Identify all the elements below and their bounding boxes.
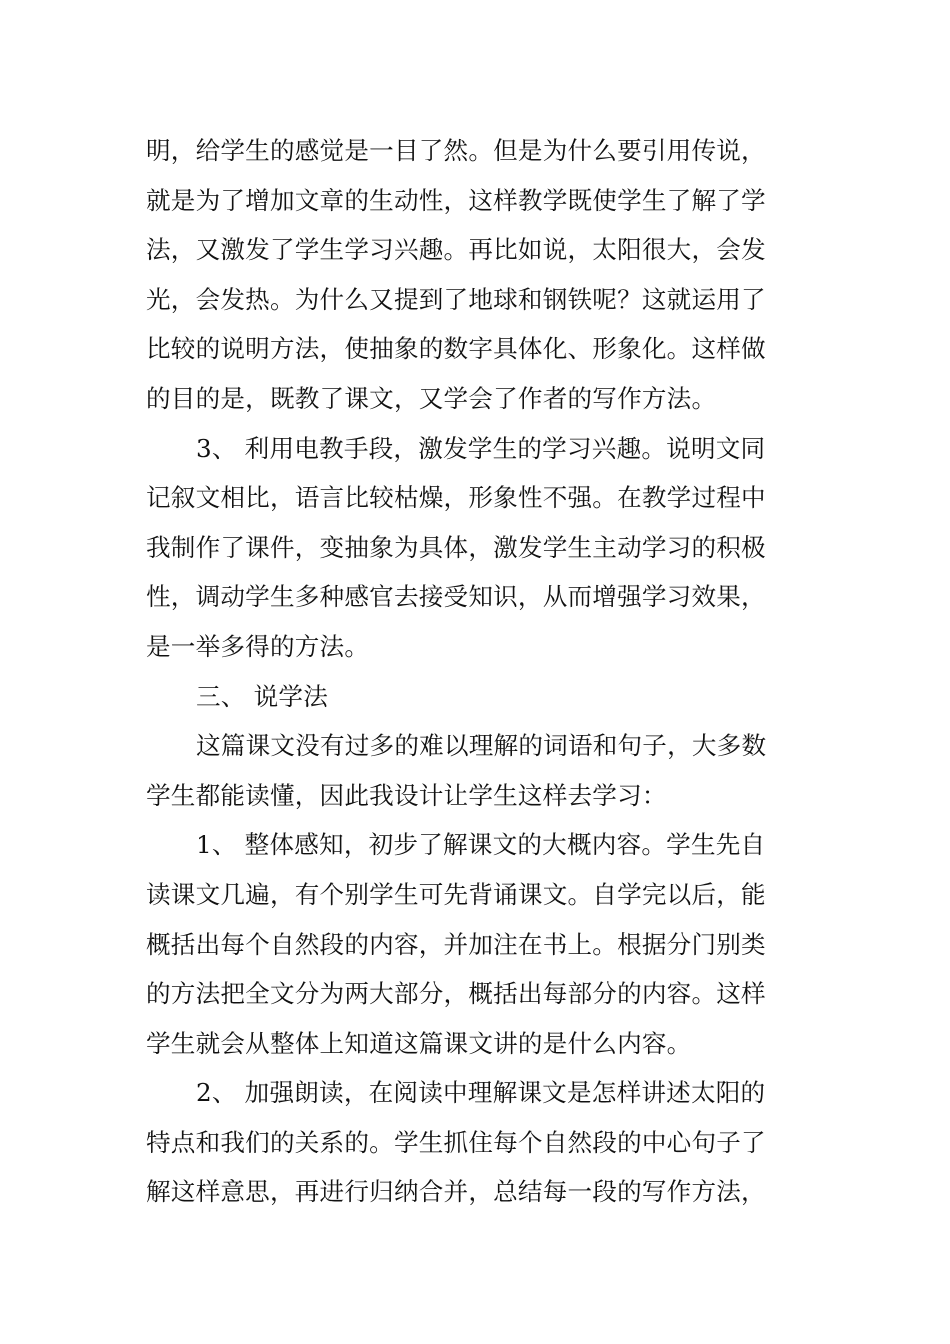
text-line: 学生就会从整体上知道这篇课文讲的是什么内容。	[146, 1028, 692, 1058]
text-line: 比较的说明方法，使抽象的数字具体化、形象化。这样做	[146, 334, 766, 364]
text-line: 光，会发热。为什么又提到了地球和钢铁呢？这就运用了	[146, 284, 766, 314]
text-line: 的方法把全文分为两大部分，概括出每部分的内容。这样	[146, 979, 766, 1009]
text-line: 读课文几遍，有个别学生可先背诵课文。自学完以后，能	[146, 879, 766, 909]
text-line: 概括出每个自然段的内容，并加注在书上。根据分门别类	[146, 929, 766, 959]
text-line: 1、 整体感知，初步了解课文的大概内容。学生先自	[196, 830, 766, 860]
text-line: 这篇课文没有过多的难以理解的词语和句子，大多数	[196, 731, 767, 761]
text-line: 我制作了课件，变抽象为具体，激发学生主动学习的积极	[146, 532, 766, 562]
text-line: 性，调动学生多种感官去接受知识，从而增强学习效果，	[146, 582, 766, 612]
text-line: 特点和我们的关系的。学生抓住每个自然段的中心句子了	[146, 1127, 766, 1157]
text-line: 3、 利用电教手段，激发学生的学习兴趣。说明文同	[196, 433, 766, 463]
text-line: 2、 加强朗读，在阅读中理解课文是怎样讲述太阳的	[196, 1078, 766, 1108]
text-line: 记叙文相比，语言比较枯燥，形象性不强。在教学过程中	[146, 483, 766, 513]
text-line: 解这样意思，再进行归纳合并，总结每一段的写作方法，	[146, 1177, 766, 1207]
text-line: 的目的是，既教了课文，又学会了作者的写作方法。	[146, 383, 717, 413]
text-line: 就是为了增加文章的生动性，这样教学既使学生了解了学	[146, 185, 766, 215]
text-line: 三、 说学法	[196, 681, 328, 711]
text-line: 是一举多得的方法。	[146, 631, 370, 661]
text-line: 学生都能读懂，因此我设计让学生这样去学习：	[146, 780, 667, 810]
text-line: 明，给学生的感觉是一目了然。但是为什么要引用传说，	[146, 136, 766, 165]
text-line: 法，又激发了学生学习兴趣。再比如说，太阳很大，会发	[146, 235, 766, 265]
document-page	[146, 126, 806, 1217]
